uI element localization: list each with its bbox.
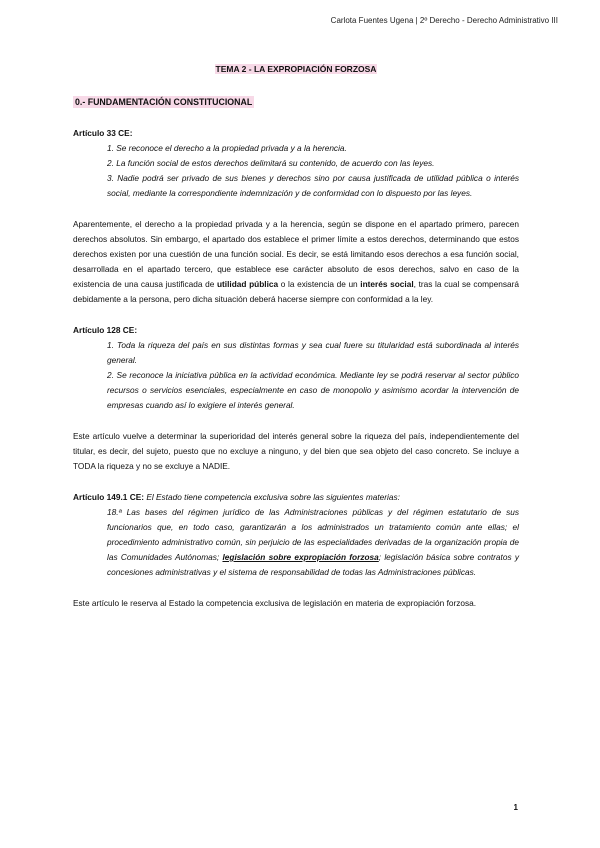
article-33-list	[73, 141, 519, 201]
page-number: 1	[513, 803, 518, 812]
paragraph-1-text-c: , tras la cual se compensará debidamente a la persona, pero dicha situación deberá hacerse siempre con conformidad a la ley.	[73, 279, 519, 304]
article-128-heading: Artículo 128 CE:	[73, 325, 138, 335]
article-149-item-18	[107, 505, 519, 580]
paragraph-1	[73, 217, 519, 307]
section-heading	[73, 95, 519, 110]
page-header: Carlota Fuentes Ugena | 2º Derecho - Derecho Administrativo III	[330, 16, 558, 25]
article-149-item-text-b: ; legislación básica sobre contratos y concesiones administrativas y el sistema de responsabilidad de todas las Administraciones públicas.	[107, 552, 519, 577]
article-128-list	[73, 338, 519, 413]
paragraph-1-text-b: o la existencia de un	[278, 279, 361, 289]
article-149-list	[73, 505, 519, 580]
document-title	[73, 62, 519, 77]
article-33-item-3: 3. Nadie podrá ser privado de sus bienes y derechos sino por causa justificada de utilidad pública o interés social, mediante la correspondiente indemnización y de conformidad con lo dispuesto por las leyes.	[107, 173, 519, 198]
article-33-item-2: 2. La función social de estos derechos delimitará su contenido, de acuerdo con las leyes.	[107, 158, 435, 168]
article-149-item-text-a: 18.ª Las bases del régimen jurídico de las Administraciones públicas y del régimen estatutario de sus funcionarios que, en todo caso, garantizarán a los administrados un tratamiento común ante ellas; el procedimiento administrativo común, sin perjuicio de las especialidades derivadas de la organización propia de las Comunidades Autónomas;	[107, 507, 519, 562]
paragraph-2: Este artículo vuelve a determinar la superioridad del interés general sobre la riqueza del país, independientemente del titular, es decir, del sujeto, puesto que no excluye a ninguno, y del bien que sea objeto del caso concreto. Se incluye a TODA la riqueza y no se excluye a NADIE.	[73, 431, 519, 471]
legislacion-expropiacion-term: legislación sobre expropiación forzosa	[222, 552, 379, 562]
article-33-heading: Artículo 33 CE:	[73, 128, 133, 138]
title-text: TEMA 2 - LA EXPROPIACIÓN FORZOSA	[215, 64, 377, 74]
paragraph-3: Este artículo le reserva al Estado la competencia exclusiva de legislación en materia de expropiación forzosa.	[73, 598, 477, 608]
article-149-heading-label: Artículo 149.1 CE:	[73, 492, 145, 502]
utilidad-publica-term: utilidad pública	[216, 279, 279, 289]
article-33-item-1: 1. Se reconoce el derecho a la propiedad privada y a la herencia.	[107, 143, 347, 153]
article-149-heading	[73, 490, 519, 505]
article-149-heading-text: El Estado tiene competencia exclusiva sobre las siguientes materias:	[144, 492, 400, 502]
section-heading-text: 0.- FUNDAMENTACIÓN CONSTITUCIONAL	[75, 97, 253, 107]
paragraph-1-text-a: Aparentemente, el derecho a la propiedad privada y a la herencia, según se dispone en el apartado primero, parecen derechos absolutos. Sin embargo, el apartado dos establece el primer límite a estos derechos, determinando que estos derechos existen por una cuestión de una función social. Es decir, se está limitando esos derechos a esa función social, desarrollada en el apartado tercero, que establece ese carácter absoluto de esos derechos, salvo en caso de la existencia de una causa justificada de	[73, 219, 519, 289]
article-128-item-1: 1. Toda la riqueza del país en sus distintas formas y sea cual fuere su titularidad está subordinada al interés general.	[107, 340, 519, 365]
document-body	[73, 62, 519, 611]
article-128-item-2: 2. Se reconoce la iniciativa pública en la actividad económica. Mediante ley se podrá reservar al sector público recursos o servicios esenciales, especialmente en caso de monopolio y asimismo acordar la intervención de empresas cuando así lo exigiere el interés general.	[107, 370, 519, 410]
interes-social-term: interés social	[360, 279, 414, 289]
